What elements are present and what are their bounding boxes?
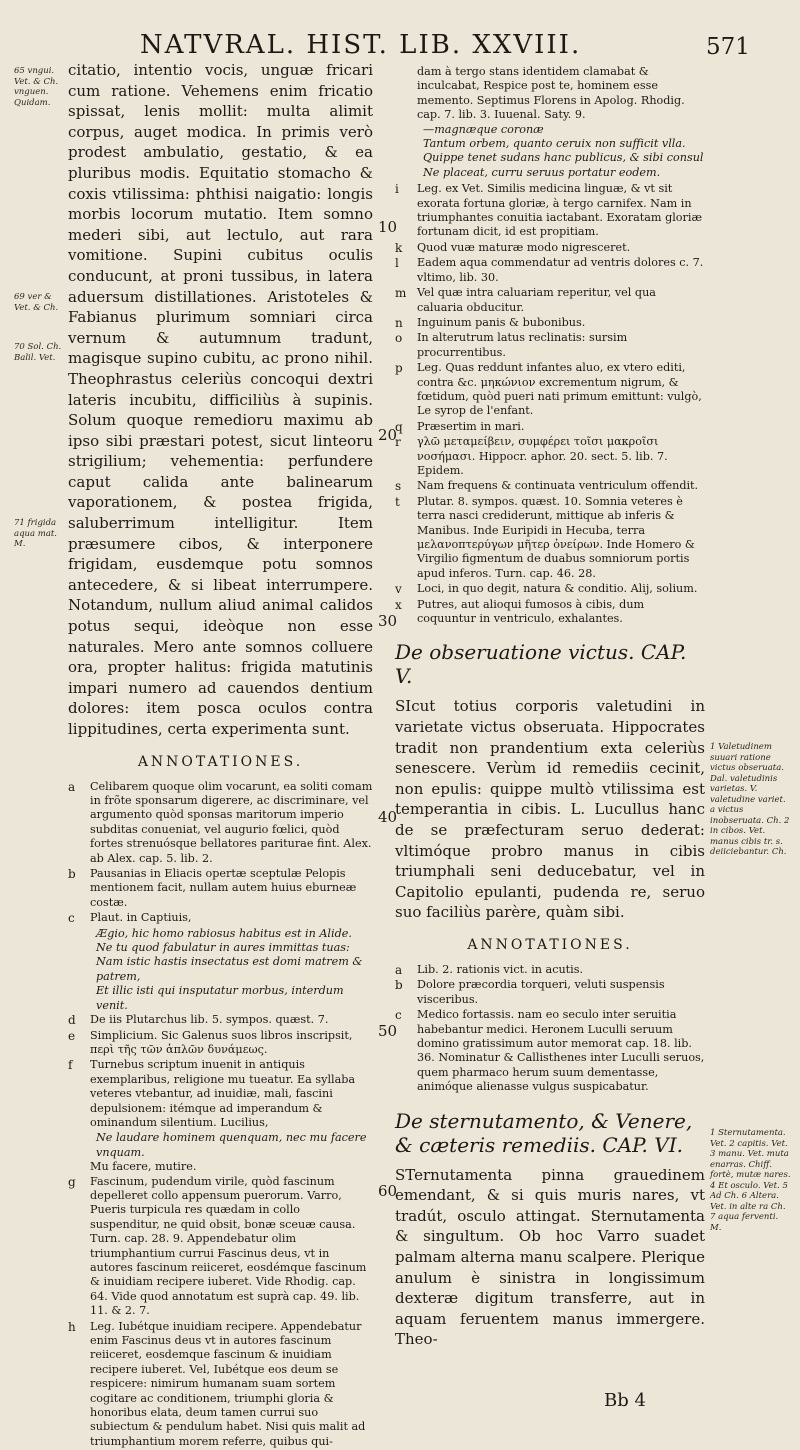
annotation — [68, 1175, 373, 1319]
annotation-letter: m — [395, 286, 407, 301]
annotation-text: De iis Plutarchus lib. 5. sympos. quæst. 7. — [90, 1013, 329, 1027]
annotation-letter: r — [395, 435, 401, 450]
annotation-letter: x — [395, 597, 402, 612]
annotation-letter: h — [68, 1319, 76, 1334]
annotation-text: Leg. ex Vet. Similis medicina linguæ, & vt sit exorata fortuna gloriæ, à tergo carnifex. Nam in triumphantes conuitia iactabant. Exoratam gloriæ fortunam dicit, id est propitiam. — [417, 182, 702, 239]
annotation — [68, 1029, 373, 1058]
annotation-letter: p — [395, 361, 403, 376]
annotation-letter: i — [395, 182, 399, 197]
annotation-text: Putres, aut alioqui fumosos à cibis, dum coquuntur in ventriculo, exhalantes. — [417, 597, 645, 626]
annotation — [68, 1320, 373, 1450]
annotations-list — [68, 780, 373, 1450]
annotation — [395, 495, 705, 581]
annotation-letter: d — [68, 1013, 76, 1028]
verse-line: Quippe tenet sudans hanc publicus, & sibi consul — [423, 151, 704, 165]
annotation — [395, 256, 705, 285]
annotation-text: Eadem aqua commendatur ad ventris dolores c. 7. vltimo, lib. 30. — [417, 256, 704, 284]
annotation-letter: v — [395, 582, 402, 597]
annotations-heading: ANNOTATIONES. — [137, 753, 304, 770]
annotation — [395, 582, 705, 596]
annotation-letter: f — [68, 1058, 73, 1073]
annotation — [68, 1058, 373, 1130]
annotation — [68, 1013, 373, 1027]
annotation — [395, 241, 705, 255]
annotation-letter: b — [68, 867, 76, 882]
page-number: 571 — [706, 34, 750, 60]
annotation-text: Lib. 2. rationis vict. in acutis. — [417, 962, 584, 976]
main-text: citatio, intentio vocis, unguæ fricari cum ratione. Vehemens enim fricatio spissat, lenis mollit: multa alimit corpus, auget modica. In primis verò prodest ambulatio, gestatio, & ea pluribus modis. Equitatio stomacho & coxis vtilissima: phthisi naigatio: longis morbis locorum mutatio. Item somno mederi sibi, aut lectulo, aut rara vomitione. Supini cubitus oculis conducunt, at proni tussibus, in latera aduersum distillationes. Aristoteles & Fabianus plurimum somniari circa vernum & autumnum tradunt, magisque supino cubitu, ac prono nihil. Theophrastus celeriùs concoqui dextri lateris incubitu, difficiliùs à supinis. Solum quoque remedioru maximu ab ipso sibi præstari potest, sicut linteoru strigilium; vehementia: perfundere caput calida ante balinearum vaporationem, & postea frigida, saluberrimum intelligitur. Item præsumere cibos, & interponere frigidam, eusdemque potu somnos antecedere, & si libeat interrumpere. Notandum, nullum aliud animal calidos potus sequi, ideòque non esse naturales. Mero ante somnos colluere ora, propter halitus: frigida matutinis impari numero ad cauendos dentium dolores: item posca oculos contra lippitudines, certa experimenta sunt. — [68, 61, 373, 738]
verse-line: Ne laudare hominem quenquam, nec mu facere vnquam. — [96, 1131, 367, 1159]
annotation — [395, 1008, 705, 1094]
annotation-text: Quod vuæ maturæ modo nigresceret. — [417, 240, 631, 254]
annotation — [68, 780, 373, 866]
annotation-text: γλῶ μεταμείβειν, συμφέρει τοῖσι μακροῖσι νοσήμασι. Hippocr. aphor. 20. sect. 5. lib. 7. Epidem. — [417, 435, 668, 477]
annotation-letter: s — [395, 479, 402, 494]
verse-line: Ne placeat, curru seruus portatur eodem. — [423, 165, 661, 179]
annotation-letter: l — [395, 256, 399, 271]
line-number: 50 — [378, 1022, 398, 1040]
annotation-text: Turnebus scriptum inuenit in antiquis exemplaribus, religione mu tueatur. Ea syllaba veteres vtebantur, ad inuidiæ, mali, fascini depulsionem: itémque ad imperandum & ominandum silentium. Lucilius, — [90, 1058, 356, 1129]
annotation-letter: b — [395, 978, 403, 993]
verse-line: —magnæque coronæ — [423, 122, 544, 136]
annotation-text: Dolore præcordia torqueri, veluti suspensis visceribus. — [417, 978, 665, 1006]
annotation-text: Loci, in quo degit, natura & conditio. Alij, solium. — [417, 582, 698, 596]
verse-line: Ne tu quod fabulatur in aures immittas tuas: Nam istic hastis insectatus est domi matrem & patrem, — [96, 941, 363, 983]
annotation-letter: g — [68, 1174, 76, 1189]
line-number: 10 — [378, 218, 398, 236]
annotation-text: Mu facere, mutire. — [90, 1160, 197, 1174]
margin-note: 69 ver & Vet. & Ch. — [14, 292, 59, 313]
right-column — [395, 65, 705, 1350]
annotation-text: Pausanias in Eliacis opertæ sceptulæ Pelopis mentionem facit, nullam autem huius eburneæ costæ. — [90, 867, 357, 909]
annotation-letter: n — [395, 315, 403, 330]
margin-note: 71 frigida aqua mat. M. — [14, 518, 57, 549]
verse-line: Ægio, hic homo rabiosus habitus est in Alide. — [96, 926, 352, 940]
margin-note: 65 vngui. Vet. & Ch. vnguen. Quidam. — [14, 66, 59, 108]
annotation-letter: c — [395, 1008, 402, 1023]
annotations-heading: ANNOTATIONES. — [467, 936, 633, 953]
annotation-letter: q — [395, 419, 403, 434]
left-column — [68, 60, 373, 1450]
annotation-text: Leg. Quas reddunt infantes aluo, ex vtero editi, contra &c. μηκώνιον excrementum nigrum, & fœtidum, quòd pueri nati primum emittunt: vulgò, Le syrop de l'enfant. — [417, 361, 702, 418]
annotations-list — [395, 963, 705, 1095]
verse-line: Et illic isti qui insputatur morbus, interdum venit. — [96, 984, 344, 1012]
signature-mark: Bb 4 — [604, 1390, 646, 1411]
annotation-text: In alterutrum latus reclinatis: sursim procurrentibus. — [417, 331, 628, 359]
annotation-text: Inguinum panis & bubonibus. — [417, 315, 586, 329]
chapter-title: De obseruatione victus. CAP. V. — [395, 640, 687, 689]
annotation-letter: k — [395, 240, 403, 255]
annotation — [68, 867, 373, 910]
annotation-text: Vel quæ intra caluariam reperitur, vel qua caluaria obducitur. — [417, 286, 656, 314]
line-number: 60 — [378, 1182, 398, 1200]
annotation-text: Plaut. in Captiuis, — [90, 911, 192, 925]
annotation-text: Leg. Iubétque inuidiam recipere. Appendebatur enim Fascinus deus vt in autores fascinum reiiceret, eosdemque fascinum & inuidiam recipere iuberet. Vel, Iubétque eos deum se respicere: nimirum humanam suam sortem cogitare ac conditionem, triumphi gloria & honoribus elata, deum tamen currui suo subiectum & pendulum habet. Nisi quis malit ad triumphantium morem referre, quibus qui- — [90, 1319, 366, 1448]
annotation-text: Celibarem quoque olim vocarunt, ea soliti comam in frõte sponsarum digerere, ac discriminare, vel argumento quòd sponsas maritorum imperio subditas conueniat, vel augurio fœlici, quòd fortes strenuósque bellatores pariturae fint. Alex. ab Alex. cap. 5. lib. 2. — [90, 779, 373, 865]
annotation-letter: c — [68, 911, 75, 926]
verse-line: Tantum orbem, quanto ceruix non sufficit vlla. — [423, 137, 686, 151]
line-number: 40 — [378, 808, 398, 826]
annotation-text: Fascinum, pudendum virile, quòd fascinum depelleret collo appensum puerorum. Varro, Pueris turpicula res quædam in collo suspenditur, ne quid obsit, bonæ sceuæ causa. Turn. cap. 28. 9. Appendebatur olim triumphantium currui Fascinus deus, vt in autores fascinum reiiceret, eosdémque fascinum & inuidiam recipere iuberet. Vide Rhodig. cap. 64. Vide quod annotatum est suprà cap. 49. lib. 11. & 2. 7. — [90, 1174, 367, 1318]
annotation — [395, 963, 705, 977]
annotation-text: Plutar. 8. sympos. quæst. 10. Somnia veteres è terra nasci crediderunt, mittique ab inferis & Manibus. Inde Euripidi in Hecuba, terra μελανοπτερύγων μῆτερ ὀνείρων. Inde Homero & Virgilio figmentum de duabus somniorum portis apud inferos. Turn. cap. 46. 28. — [417, 494, 695, 580]
margin-note: 1 Valetudinem suuari ratione victus obseruata. Dal. valetudinis varietas. V. valetudine variet. a victus inobseruata. Ch. 2 in cibos. Vet. manus cibis tr. s. deiiciebantur. Ch. — [710, 742, 790, 857]
annotation — [395, 479, 705, 493]
annotation — [395, 182, 705, 240]
running-header: NATVRAL. HIST. LIB. XXVIII. — [140, 30, 582, 60]
annotation — [395, 420, 705, 434]
annotation-letter: a — [68, 779, 76, 794]
annotation — [395, 316, 705, 330]
annotation-text: Præsertim in mari. — [417, 419, 525, 433]
annotation-letter: o — [395, 331, 403, 346]
annotation-text: Nam frequens & continuata ventriculum offendit. — [417, 479, 699, 493]
annotation — [395, 978, 705, 1007]
chapter-text: STernutamenta pinna grauedinem emendant, & si quis muris nares, vt tradút, osculo attingat. Sternutamenta & singultum. Ob hoc Varro suadet palmam alterna manu scalpere. Plerique anulum è sinistra in longissimum dexteræ digitum transferre, aut in aquam feruentem manus immergere. Theo- — [395, 1165, 705, 1349]
annotation-letter: a — [395, 962, 403, 977]
annotation — [395, 361, 705, 419]
annotation — [68, 911, 373, 925]
annotation-text: Simplicium. Sic Galenus suos libros inscripsit, περὶ τῆς τῶν ἁπλῶν δυνάμεως. — [90, 1028, 353, 1056]
annotation-text: Medico fortassis. nam eo seculo inter seruitia habebantur medici. Heronem Luculli seruum domino gratissimum autor memorat cap. 18. lib. 36. Nominatur & Callisthenes inter Luculli seruos, quem pharmaco herum suum dementasse, animóque alienasse vulgus suspicabatur. — [417, 1008, 705, 1094]
line-number: 20 — [378, 426, 398, 444]
margin-note: 1 Sternutamenta. Vet. 2 capitis. Vet. 3 manu. Vet. muta enarras. Chiff. fortè, mutæ nares. 4 Et osculo. Vet. 5 Ad Ch. 6 Altera. Vet. in alte ra Ch. 7 aqua ferventi. M. — [710, 1128, 791, 1233]
annotation-letter: t — [395, 494, 400, 509]
chapter-text: SIcut totius corporis valetudini in varietate victus obseruata. Hippocrates tradit non prandentium exta celeriùs senescere. Verùm id remediis cecinit, non epulis: quippe multò vtilissima est temperantia in cibis. L. Lucullus hanc de se præfecturam seruo dederat: vltimóque probro manus in cibis triumphali seni deducebatur, vel in Capitolio epulanti, pudenda re, seruo suo faciliùs parère, quàm sibi. — [395, 697, 705, 922]
annotation — [395, 331, 705, 360]
annotation — [395, 598, 705, 627]
annotation — [395, 286, 705, 315]
annotation — [395, 435, 705, 478]
chapter-title: De sternutamento, & Venere, & cæteris remediis. CAP. VI. — [395, 1108, 693, 1157]
annotation-letter: e — [68, 1028, 76, 1043]
annotations-list — [395, 182, 705, 626]
continued-annotation: dam à tergo stans identidem clamabat & inculcabat, Respice post te, hominem esse memento. Septimus Florens in Apolog. Rhodig. cap. 7. lib. 3. Iuuenal. Saty. 9. — [417, 65, 685, 122]
margin-note: 70 Sol. Ch. Balil. Vet. — [14, 342, 62, 363]
line-number: 30 — [378, 612, 398, 630]
